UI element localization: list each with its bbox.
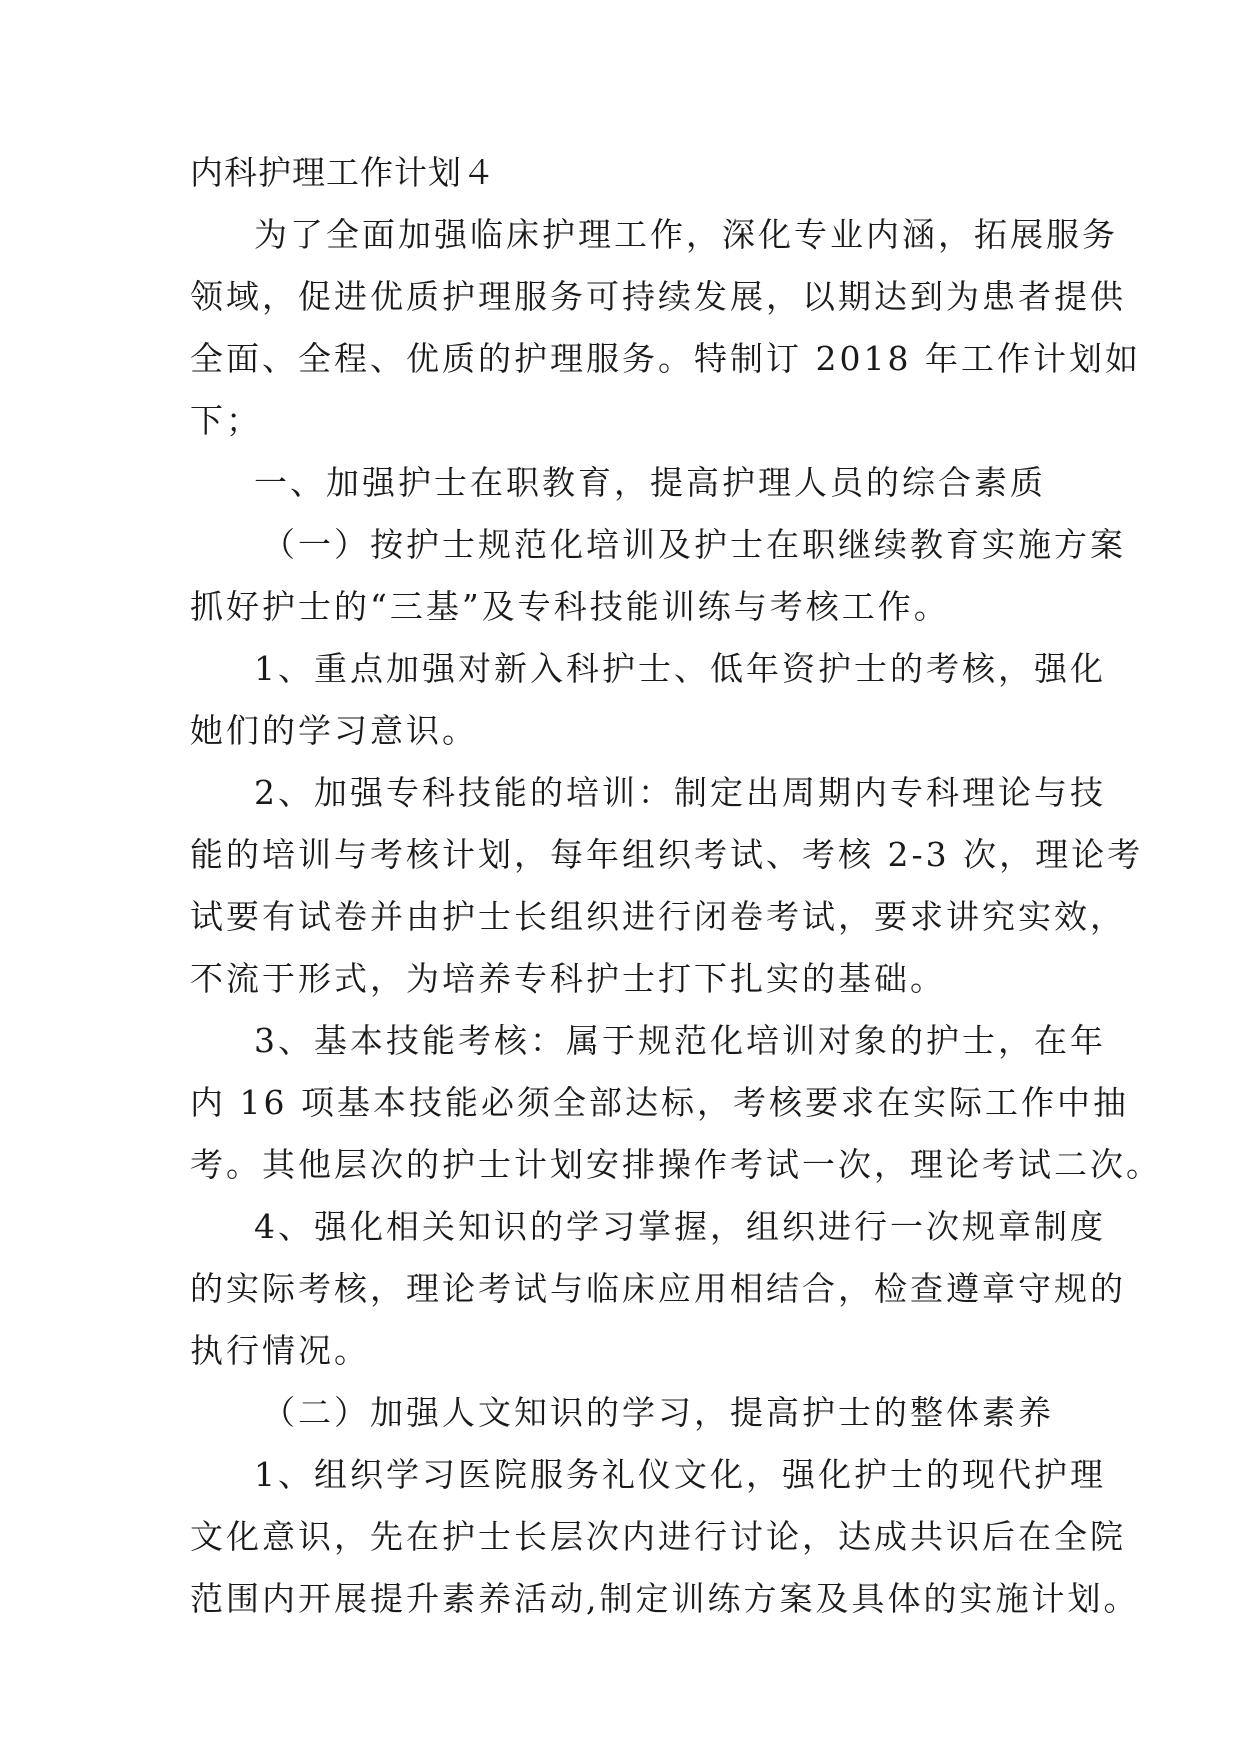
section-heading-1: 一、加强护士在职教育，提高护理人员的综合素质 xyxy=(254,463,1046,502)
item-2-line-3: 试要有试卷并由护士长组织进行闭卷考试，要求讲究实效， xyxy=(190,897,1126,936)
subsection-2-item-1-line-1: 1、组织学习医院服务礼仪文化，强化护士的现代护理 xyxy=(254,1455,1106,1494)
item-1-line-2: 她们的学习意识。 xyxy=(190,711,478,750)
item-2-line-4: 不流于形式，为培养专科护士打下扎实的基础。 xyxy=(190,959,946,998)
subsection-1-line-1: （一）按护士规范化培训及护士在职继续教育实施方案 xyxy=(262,525,1126,564)
item-2-line-2: 能的培训与考核计划，每年组织考试、考核 2-3 次，理论考 xyxy=(190,835,1144,874)
subsection-2-item-1-line-2: 文化意识，先在护士长层次内进行讨论，达成共识后在全院 xyxy=(190,1517,1126,1556)
paragraph-intro-line-3: 全面、全程、优质的护理服务。特制订 2018 年工作计划如 xyxy=(190,339,1141,378)
item-3-line-2: 内 16 项基本技能必须全部达标，考核要求在实际工作中抽 xyxy=(190,1083,1129,1122)
item-4-line-2: 的实际考核，理论考试与临床应用相结合，检查遵章守规的 xyxy=(190,1269,1126,1308)
item-3-line-3: 考。其他层次的护士计划安排操作考试一次，理论考试二次。 xyxy=(190,1145,1162,1184)
item-4-line-1: 4、强化相关知识的学习掌握，组织进行一次规章制度 xyxy=(254,1207,1106,1246)
item-1-line-1: 1、重点加强对新入科护士、低年资护士的考核，强化 xyxy=(254,649,1106,688)
subsection-2-item-1-line-3: 范围内开展提升素养活动,制定训练方案及具体的实施计划。 xyxy=(190,1579,1140,1618)
paragraph-intro-line-1: 为了全面加强临床护理工作，深化专业内涵，拓展服务 xyxy=(254,215,1118,254)
subsection-2-heading: （二）加强人文知识的学习，提高护士的整体素养 xyxy=(262,1393,1054,1432)
item-3-line-1: 3、基本技能考核：属于规范化培训对象的护士，在年 xyxy=(254,1021,1106,1060)
document-title: 内科护理工作计划４ xyxy=(190,153,496,192)
paragraph-intro-line-4: 下； xyxy=(190,401,262,440)
item-2-line-1: 2、加强专科技能的培训：制定出周期内专科理论与技 xyxy=(254,773,1106,812)
paragraph-intro-line-2: 领域，促进优质护理服务可持续发展，以期达到为患者提供 xyxy=(190,277,1126,316)
document-body xyxy=(190,142,1162,1630)
item-4-line-3: 执行情况。 xyxy=(190,1331,370,1370)
subsection-1-line-2: 抓好护士的“三基”及专科技能训练与考核工作。 xyxy=(190,587,950,626)
